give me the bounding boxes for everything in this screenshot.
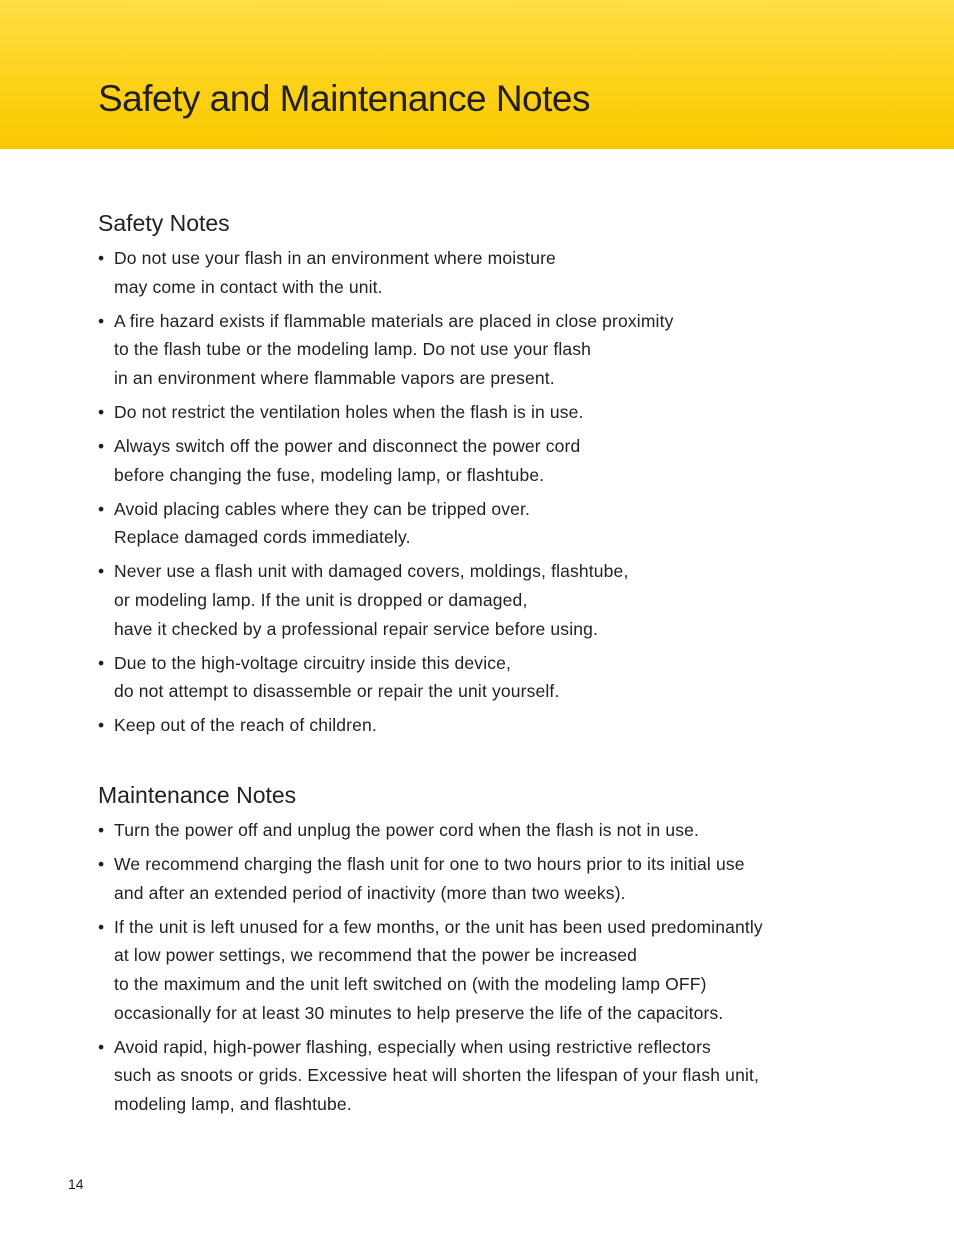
list-item-line: If the unit is left unused for a few months, or the unit has been used predominantly	[114, 916, 763, 937]
list-item	[98, 307, 858, 393]
list-item	[98, 557, 858, 643]
list-item	[98, 850, 858, 907]
bullet-icon: •	[98, 401, 105, 422]
list-item-line: Do not restrict the ventilation holes when the flash is in use.	[114, 401, 584, 422]
list-item-line: and after an extended period of inactivity (more than two weeks).	[114, 882, 626, 903]
list-item-line: have it checked by a professional repair service before using.	[114, 618, 599, 639]
bullet-icon: •	[98, 310, 105, 331]
list-item-line: We recommend charging the flash unit for one to two hours prior to its initial use	[114, 854, 745, 875]
maintenance-notes-heading: Maintenance Notes	[98, 782, 297, 808]
bullet-icon: •	[98, 248, 105, 268]
list-item-line: Turn the power off and unplug the power cord when the flash is not in use.	[114, 820, 700, 840]
bullet-icon: •	[98, 820, 105, 840]
list-item-line: Due to the high-voltage circuitry inside this device,	[114, 652, 512, 673]
list-item-line: occasionally for at least 30 minutes to help preserve the life of the capacitors.	[114, 1002, 724, 1023]
bullet-icon: •	[98, 854, 105, 875]
list-item-line: Avoid rapid, high-power flashing, especially when using restrictive reflectors	[114, 1036, 711, 1057]
list-item-line: Never use a flash unit with damaged covers, moldings, flashtube,	[114, 561, 629, 582]
bullet-icon: •	[98, 436, 105, 457]
list-item-line: may come in contact with the unit.	[114, 276, 383, 297]
list-item-line: at low power settings, we recommend that the power be increased	[114, 945, 638, 966]
bullet-icon: •	[98, 916, 105, 937]
list-item	[98, 1033, 858, 1119]
list-item	[98, 816, 858, 845]
page-title: Safety and Maintenance Notes	[98, 78, 590, 119]
list-item	[98, 398, 858, 427]
list-item-line: A fire hazard exists if flammable materials are placed in close proximity	[114, 310, 674, 331]
safety-notes-list	[98, 244, 858, 746]
list-item-line: Do not use your flash in an environment where moisture	[114, 248, 556, 268]
list-item-line: Replace damaged cords immediately.	[114, 527, 411, 548]
list-item	[98, 913, 858, 1027]
header-banner	[0, 0, 954, 149]
page-number: 14	[68, 1176, 84, 1192]
list-item-line: to the flash tube or the modeling lamp. Do not use your flash	[114, 339, 592, 360]
list-item-line: before changing the fuse, modeling lamp, or flashtube.	[114, 464, 545, 485]
list-item-line: do not attempt to disassemble or repair the unit yourself.	[114, 681, 560, 702]
bullet-icon: •	[98, 561, 105, 582]
list-item	[98, 244, 858, 301]
list-item	[98, 432, 858, 489]
list-item	[98, 495, 858, 552]
list-item-line: Avoid placing cables where they can be tripped over.	[114, 498, 531, 519]
bullet-icon: •	[98, 498, 105, 519]
bullet-icon: •	[98, 652, 105, 673]
list-item-line: or modeling lamp. If the unit is dropped or damaged,	[114, 590, 528, 611]
list-item	[98, 649, 858, 706]
bullet-icon: •	[98, 715, 105, 736]
list-item-line: such as snoots or grids. Excessive heat will shorten the lifespan of your flash unit,	[114, 1065, 760, 1086]
bullet-icon: •	[98, 1036, 105, 1057]
list-item-line: Keep out of the reach of children.	[114, 715, 377, 736]
list-item-line: to the maximum and the unit left switched on (with the modeling lamp OFF)	[114, 973, 707, 994]
list-item-line: modeling lamp, and flashtube.	[114, 1093, 352, 1114]
list-item-line: Always switch off the power and disconnect the power cord	[114, 436, 581, 457]
maintenance-notes-list	[98, 816, 858, 1124]
list-item	[98, 711, 858, 740]
safety-notes-heading: Safety Notes	[98, 210, 230, 236]
list-item-line: in an environment where flammable vapors are present.	[114, 367, 555, 388]
